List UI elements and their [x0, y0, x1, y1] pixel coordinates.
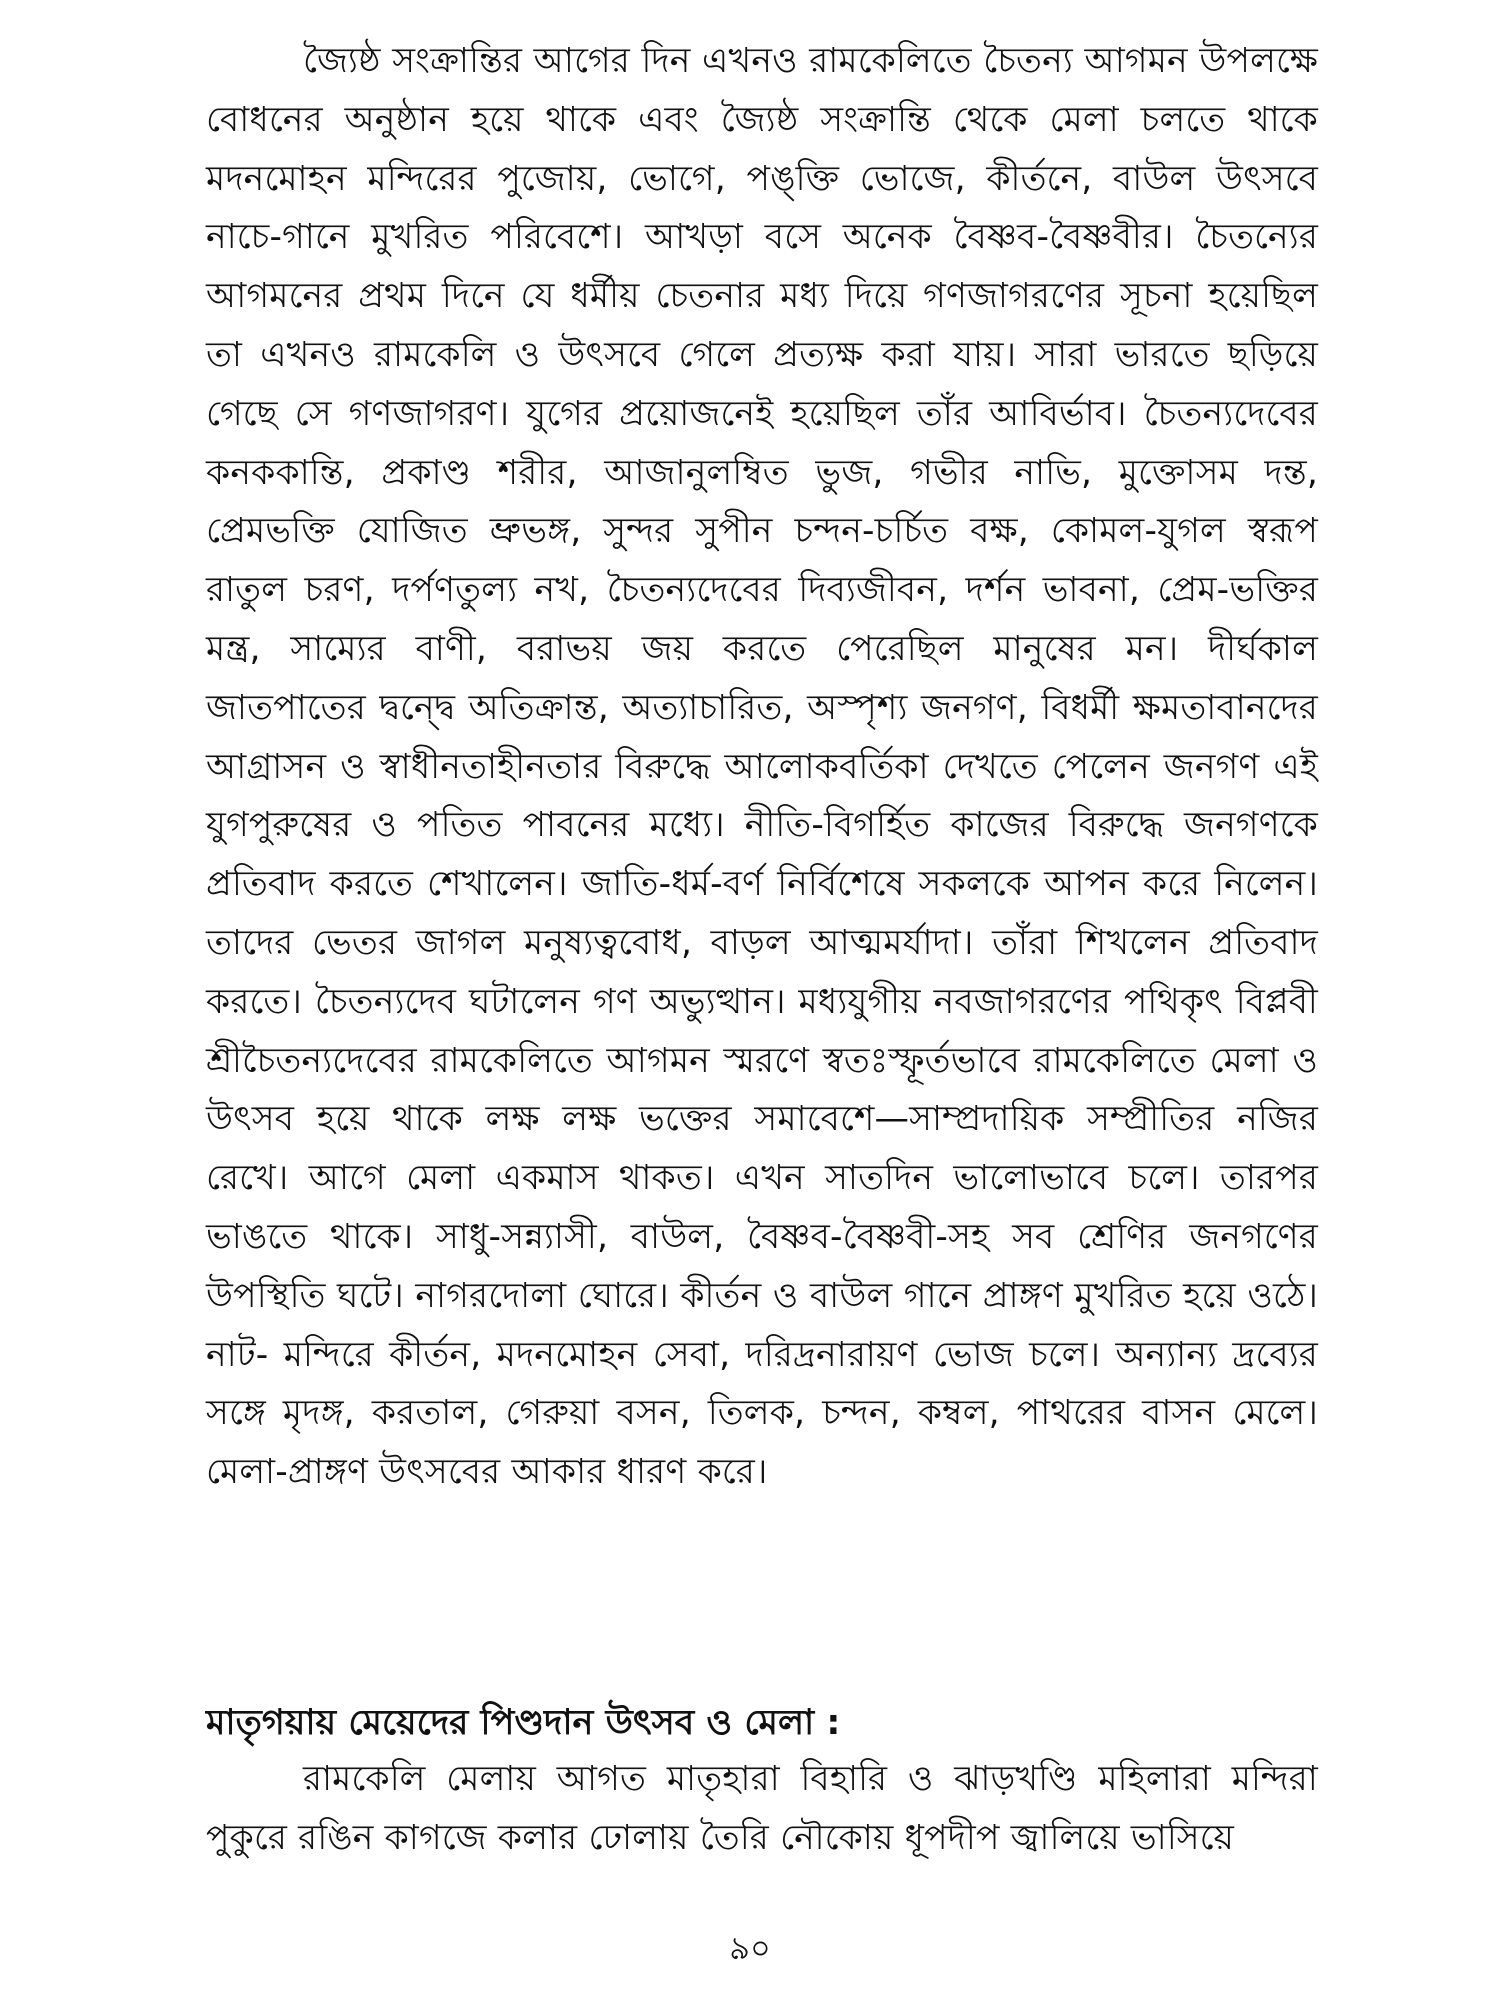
paragraph-text: রামকেলি মেলায় আগত মাতৃহারা বিহারি ও ঝাড়খণ্ডি মহিলারা মন্দিরা পুকুরে রঙিন কাগজে কলার ঢোলায় তৈরি নৌকোয় ধূপদীপ জ্বালিয়ে ভাসিয়ে: [206, 1759, 1318, 1858]
section-heading: মাতৃগয়ায় মেয়েদের পিণ্ডদান উৎসব ও মেলা :: [206, 1703, 841, 1743]
paragraph-text: জ্যৈষ্ঠ সংক্রান্তির আগের দিন এখনও রামকেলিতে চৈতন্য আগমন উপলক্ষে বোধনের অনুষ্ঠান হয়ে থাকে এবং জ্যৈষ্ঠ সংক্রান্তি থেকে মেলা চলতে থাকে মদনমোহন মন্দিরের পুজোয়, ভোগে, পঙ্‌ক্তি ভোজে, কীর্তনে, বাউল উৎসবে নাচে-গানে মুখরিত পরিবেশে। আখড়া বসে অনেক বৈষ্ণব-বৈষ্ণবীর। চৈতন্যের আগমনের প্রথম দিনে যে ধর্মীয় চেতনার মধ্য দিয়ে গণজাগরণের সূচনা হয়েছিল তা এখনও রামকেলি ও উৎসবে গেলে প্রত্যক্ষ করা যায়। সারা ভারতে ছড়িয়ে গেছে সে গণজাগরণ। যুগের প্রয়োজনেই হয়েছিল তাঁর আবির্ভাব। চৈতন্যদেবের কনককান্তি, প্রকাণ্ড শরীর, আজানুলম্বিত ভুজ, গভীর নাভি, মুক্তোসম দন্ত, প্রেমভক্তি যোজিত ভ্রুভঙ্গ, সুন্দর সুপীন চন্দন-চর্চিত বক্ষ, কোমল-যুগল স্বরূপ রাতুল চরণ, দর্পণতুল্য নখ, চৈতন্যদেবের দিব্যজীবন, দর্শন ভাবনা, প্রেম-ভক্তির মন্ত্র, সাম্যের বাণী, বরাভয় জয় করতে পেরেছিল মানুষের মন। দীর্ঘকাল জাতপাতের দ্বন্দ্বে অতিক্রান্ত, অত্যাচারিত, অস্পৃশ্য জনগণ, বিধর্মী ক্ষমতাবানদের আগ্রাসন ও স্বাধীনতাহীনতার বিরুদ্ধে আলোকবর্তিকা দেখতে পেলেন জনগণ এই যুগপুরুষের ও পতিত পাবনের মধ্যে। নীতি-বিগর্হিত কাজের বিরুদ্ধে জনগণকে প্রতিবাদ করতে শেখালেন। জাতি-ধর্ম-বর্ণ নির্বিশেষে সকলকে আপন করে নিলেন। তাদের ভেতর জাগল মনুষ্যত্ববোধ, বাড়ল আত্মমর্যাদা। তাঁরা শিখলেন প্রতিবাদ করতে। চৈতন্যদেব ঘটালেন গণ অভ্যুত্থান। মধ্যযুগীয় নবজাগরণের পথিকৃৎ বিপ্লবী শ্রীচৈতন্যদেবের রামকেলিতে আগমন স্মরণে স্বতঃস্ফূর্তভাবে রামকেলিতে মেলা ও উৎসব হয়ে থাকে লক্ষ লক্ষ ভক্তের সমাবেশে—সাম্প্রদায়িক সম্প্রীতির নজির রেখে। আগে মেলা একমাস থাকত। এখন সাতদিন ভালোভাবে চলে। তারপর ভাঙতে থাকে। সাধু-সন্ন্যাসী, বাউল, বৈষ্ণব-বৈষ্ণবী-সহ সব শ্রেণির জনগণের উপস্থিতি ঘটে। নাগরদোলা ঘোরে। কীর্তন ও বাউল গানে প্রাঙ্গণ মুখরিত হয়ে ওঠে। নাট- মন্দিরে কীর্তন, মদনমোহন সেবা, দরিদ্রনারায়ণ ভোজ চলে। অন্যান্য দ্রব্যের সঙ্গে মৃদঙ্গ, করতাল, গেরুয়া বসন, তিলক, চন্দন, কম্বল, পাথরের বাসন মেলে। মেলা-প্রাঙ্গণ উৎসবের আকার ধারণ করে।: [206, 41, 1319, 1493]
section-paragraph: [206, 1750, 1318, 1868]
body-paragraph: [206, 32, 1318, 1502]
page-number: ৯০: [729, 1929, 771, 1967]
